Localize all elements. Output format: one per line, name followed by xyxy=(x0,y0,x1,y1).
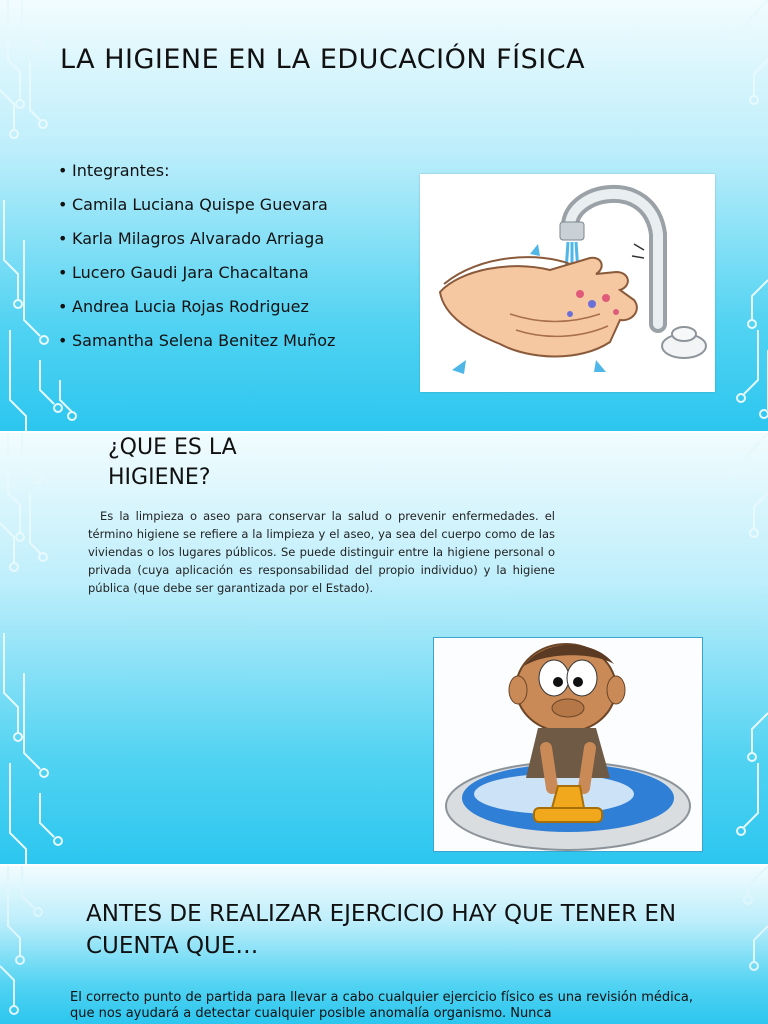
slide-3-body: El correcto punto de partida para llevar a cabo cualquier ejercicio físico es una revisión médica, que nos ayudará a detectar cualquier posible anomalía organismo. Nunca xyxy=(70,990,693,1021)
cartoon-boy-washing-illustration xyxy=(433,637,703,852)
slide-3-title: ANTES DE REALIZAR EJERCICIO HAY QUE TENER EN CUENTA QUE… xyxy=(86,901,677,959)
members-heading: • Integrantes: xyxy=(58,161,170,180)
cartoon-boy-icon xyxy=(434,638,702,851)
member-item: • Camila Luciana Quispe Guevara xyxy=(58,195,328,214)
slide-1-title: LA HIGIENE EN LA EDUCACIÓN FÍSICA xyxy=(60,44,586,75)
slide-3 xyxy=(0,866,768,1024)
slide-2 xyxy=(0,433,768,864)
member-item: • Karla Milagros Alvarado Arriaga xyxy=(58,229,325,248)
circuit-decoration-left xyxy=(0,433,80,864)
handwashing-illustration xyxy=(420,174,715,392)
circuit-decoration-right xyxy=(698,433,768,864)
member-item: • Lucero Gaudi Jara Chacaltana xyxy=(58,263,309,282)
slide-2-title: ¿QUE ES LA HIGIENE? xyxy=(108,435,237,490)
circuit-decoration-left xyxy=(0,866,60,1024)
handwashing-icon xyxy=(420,174,715,392)
members-list xyxy=(58,154,335,358)
member-item: • Andrea Lucia Rojas Rodriguez xyxy=(58,297,309,316)
member-item: • Samantha Selena Benitez Muñoz xyxy=(58,331,336,350)
slide-1 xyxy=(0,0,768,431)
slide-2-body: Es la limpieza o aseo para conservar la salud o prevenir enfermedades. el término higiene se refiere a la limpieza y el aseo, ya sea del cuerpo como de las viviendas o los lugares públicos. Se puede distinguir entre la higiene personal o privada (cuya aplicación es responsabilidad del propio individuo) y la higiene pública (que debe ser garantizada por el Estado). xyxy=(88,509,555,595)
